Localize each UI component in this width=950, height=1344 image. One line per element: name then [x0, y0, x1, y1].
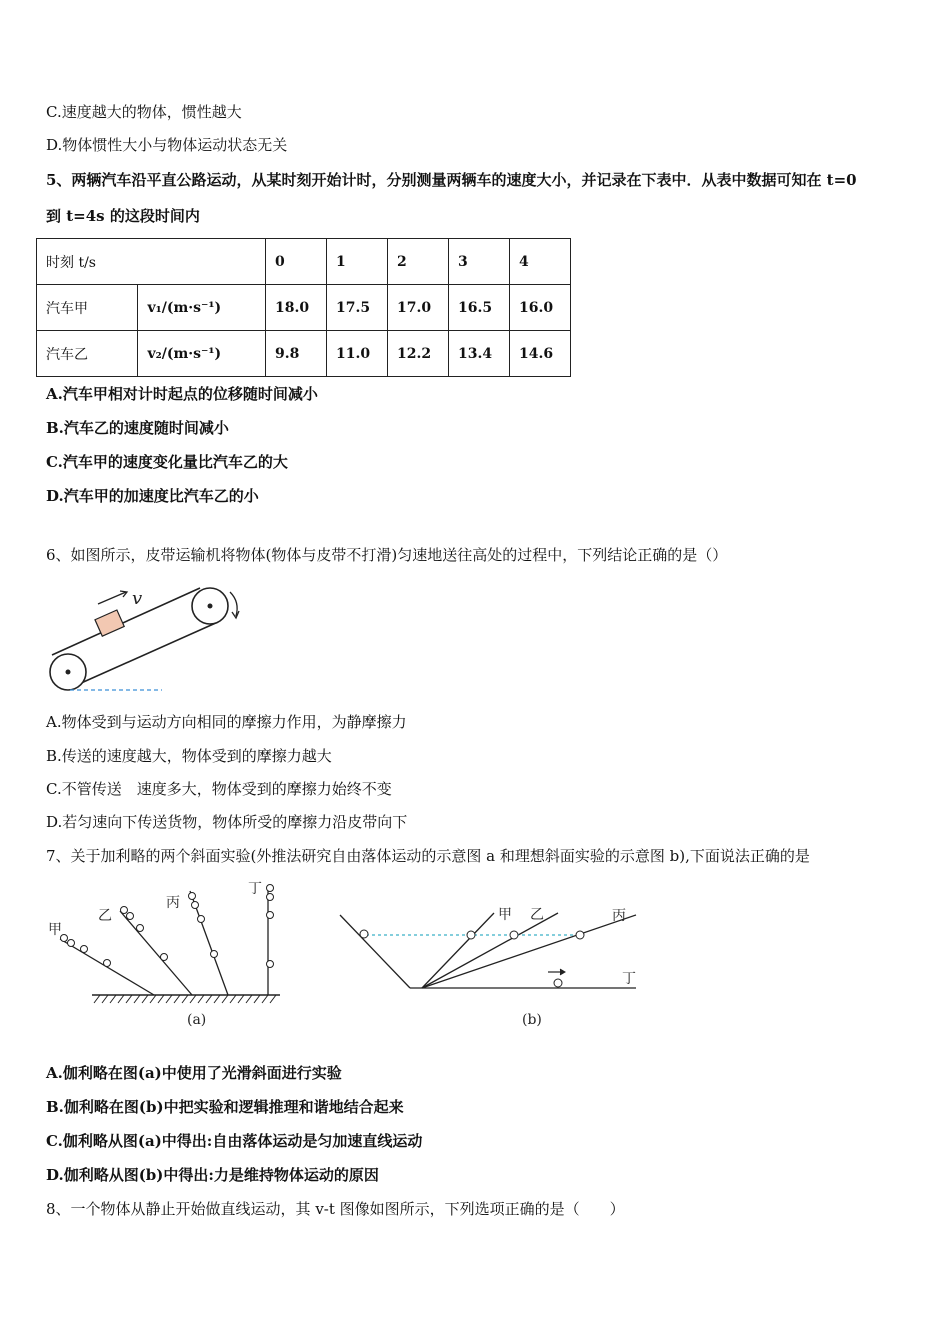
velocity-arrow [98, 592, 126, 604]
table-unit-cell: v₂/(m·s⁻¹) [138, 331, 266, 377]
table-row [37, 285, 571, 331]
ball-position [104, 960, 111, 967]
ball-position [137, 925, 144, 932]
table-value-cell: 18.0 [266, 285, 327, 331]
ball-position [267, 912, 274, 919]
table-car-name: 汽车甲 [37, 285, 138, 331]
velocity-label: v [132, 588, 143, 609]
table-value-cell: 13.4 [449, 331, 510, 377]
table-value-cell: 12.2 [388, 331, 449, 377]
q5-option-b: B.汽车乙的速度随时间减小 [46, 419, 229, 437]
table-value-cell: 11.0 [327, 331, 388, 377]
q5-option-c: C.汽车甲的速度变化量比汽车乙的大 [46, 453, 288, 471]
ball-jia [467, 931, 475, 939]
q7-stem: 7、关于加利略的两个斜面实验(外推法研究自由落体运动的示意图 a 和理想斜面实验的示意图 b),下面说法正确的是 [46, 847, 810, 865]
table-car-name: 汽车乙 [37, 331, 138, 377]
conveyor-belt-figure [40, 580, 260, 695]
ground-hatching [94, 995, 276, 1003]
galileo-incline-figures [40, 875, 650, 1035]
q7-option-b: B.伽利略在图(b)中把实验和逻辑推理和谐地结合起来 [46, 1098, 404, 1116]
belt-bottom-edge [70, 622, 218, 688]
figure-b-caption: (b) [522, 1012, 542, 1028]
left-incline [340, 915, 410, 988]
rotation-arrowhead [232, 611, 239, 618]
table-value-cell: 9.8 [266, 331, 327, 377]
ball-bing [576, 931, 584, 939]
q7-option-d: D.伽利略从图(b)中得出:力是维持物体运动的原因 [46, 1166, 379, 1184]
incline-jia [422, 913, 494, 988]
incline-bing [422, 915, 636, 988]
figure-a [48, 881, 280, 1028]
q6-option-b: B.传送的速度越大，物体受到的摩擦力越大 [46, 747, 332, 765]
table-value-cell: 17.5 [327, 285, 388, 331]
incline-yi [120, 911, 192, 995]
ball-position [68, 940, 75, 947]
figure-a-label-jia: 甲 [48, 922, 62, 938]
figure-b-label-ding: 丁 [622, 971, 636, 987]
table-value-cell: 14.6 [510, 331, 571, 377]
q4-option-c: C.速度越大的物体，惯性越大 [46, 103, 242, 121]
ball-position [267, 961, 274, 968]
q5-option-a: A.汽车甲相对计时起点的位移随时间减小 [46, 385, 318, 403]
q5-stem-line1: 5、两辆汽车沿平直公路运动，从某时刻开始计时，分别测量两辆车的速度大小，并记录在下表中．从表中数据可知在 t=0 [46, 171, 857, 189]
upper-pulley-axle [208, 604, 213, 609]
table-value-cell: 17.0 [388, 285, 449, 331]
table-time-cell: 3 [449, 239, 510, 285]
table-header-row [37, 239, 571, 285]
q5-option-d: D.汽车甲的加速度比汽车乙的小 [46, 487, 259, 505]
q6-option-d: D.若匀速向下传送货物，物体所受的摩擦力沿皮带向下 [46, 813, 408, 831]
figure-a-caption: (a) [187, 1012, 207, 1028]
table-time-cell: 1 [327, 239, 388, 285]
ball-position [267, 885, 274, 892]
figure-a-label-bing: 丙 [166, 895, 180, 911]
table-time-cell: 2 [388, 239, 449, 285]
q5-velocity-table [36, 238, 571, 377]
ball-start [360, 930, 368, 938]
belt-top-edge [52, 588, 200, 655]
figure-b-label-bing: 丙 [612, 908, 626, 924]
table-time-cell: 0 [266, 239, 327, 285]
ball-position [127, 913, 134, 920]
table-value-cell: 16.0 [510, 285, 571, 331]
ball-yi [510, 931, 518, 939]
ball-position [267, 894, 274, 901]
table-row [37, 331, 571, 377]
ball-position [161, 954, 168, 961]
table-time-cell: 4 [510, 239, 571, 285]
ball-position [81, 946, 88, 953]
q6-stem: 6、如图所示，皮带运输机将物体(物体与皮带不打滑)匀速地送往高处的过程中，下列结论正确的是（） [46, 546, 728, 564]
lower-pulley-axle [66, 670, 71, 675]
figure-b-label-jia: 甲 [498, 907, 512, 923]
cargo-box [95, 610, 124, 636]
q6-option-c: C.不管传送 速度多大，物体受到的摩擦力始终不变 [46, 780, 392, 798]
motion-arrowhead [560, 969, 565, 975]
ball-position [189, 893, 196, 900]
table-unit-cell: v₁/(m·s⁻¹) [138, 285, 266, 331]
ball-position [121, 907, 128, 914]
ball-position [192, 902, 199, 909]
figure-b [340, 907, 636, 1028]
ball-position [211, 951, 218, 958]
table-header-label: 时刻 t/s [37, 239, 266, 285]
ball-ding [554, 979, 562, 987]
q8-stem: 8、一个物体从静止开始做直线运动，其 v-t 图像如图所示，下列选项正确的是（ ） [46, 1200, 625, 1218]
ball-position [198, 916, 205, 923]
q7-option-a: A.伽利略在图(a)中使用了光滑斜面进行实验 [46, 1064, 342, 1082]
rotation-arrow [230, 592, 237, 616]
figure-b-label-yi: 乙 [530, 907, 544, 923]
q6-option-a: A.物体受到与运动方向相同的摩擦力作用，为静摩擦力 [46, 713, 407, 731]
incline-yi [422, 913, 558, 988]
q7-option-c: C.伽利略从图(a)中得出:自由落体运动是匀加速直线运动 [46, 1132, 423, 1150]
figure-a-label-ding: 丁 [248, 881, 262, 897]
figure-a-label-yi: 乙 [98, 908, 112, 924]
q4-option-d: D.物体惯性大小与物体运动状态无关 [46, 136, 288, 154]
q5-stem-line2: 到 t=4s 的这段时间内 [46, 207, 200, 225]
table-value-cell: 16.5 [449, 285, 510, 331]
